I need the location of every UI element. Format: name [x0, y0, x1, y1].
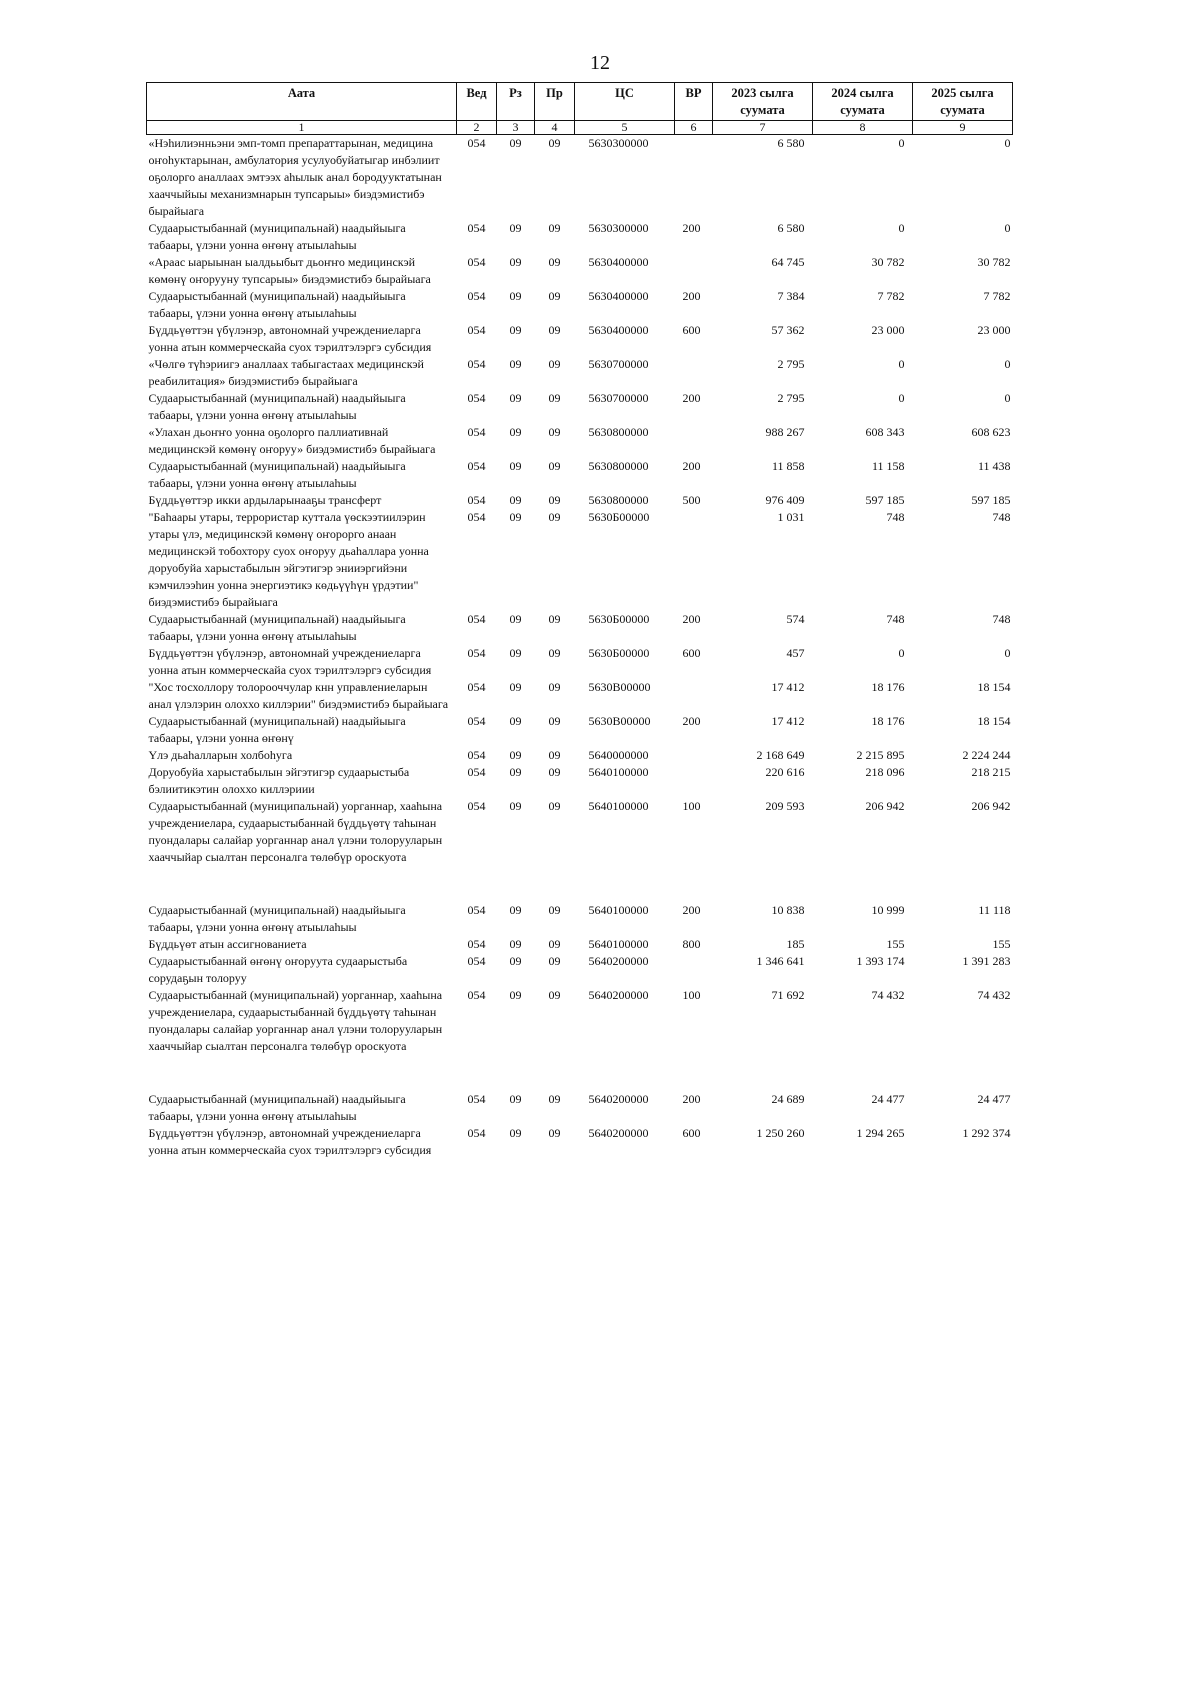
row-pr: 09: [548, 954, 561, 968]
row-amount-2024: 748: [886, 612, 905, 626]
row-vr: 600: [682, 1126, 701, 1140]
row-cs: 5640000000: [588, 748, 649, 762]
row-name: Бүддьүөттэн үбүлэнэр, автономнай учреждениеларга уонна атын коммерческайа суох тэрилтэлэргэ субсидия: [148, 1126, 432, 1157]
row-vr: 100: [682, 799, 701, 813]
row-name: Судаарыстыбаннай (муниципальнай) наадыйыыга табаары, үлэни уонна өҥөнү атыылаһыы: [148, 289, 406, 320]
row-amount-2025: 748: [992, 612, 1011, 626]
table-row: [147, 390, 1013, 424]
row-rz: 09: [509, 937, 522, 951]
row-cs: 5640100000: [588, 937, 649, 951]
row-rz: 09: [509, 357, 522, 371]
row-cs: 5630300000: [588, 136, 649, 150]
row-amount-2023: 574: [786, 612, 805, 626]
row-vr: [675, 747, 713, 764]
row-pr: 09: [548, 612, 561, 626]
row-amount-2023: 1 346 641: [756, 954, 805, 968]
row-amount-2025: 0: [1004, 391, 1011, 405]
row-rz: 09: [509, 799, 522, 813]
row-cs: 5640200000: [588, 988, 649, 1002]
header-row: [147, 83, 1013, 121]
row-rz: 09: [509, 493, 522, 507]
row-ved: 054: [467, 493, 486, 507]
row-pr: 09: [548, 493, 561, 507]
row-pr: 09: [548, 255, 561, 269]
table-row: [147, 1125, 1013, 1159]
row-rz: 09: [509, 680, 522, 694]
row-pr: 09: [548, 136, 561, 150]
row-rz: 09: [509, 1126, 522, 1140]
row-amount-2024: 24 477: [871, 1092, 905, 1106]
row-rz: 09: [509, 510, 522, 524]
row-pr: 09: [548, 988, 561, 1002]
row-amount-2023: 6 580: [777, 136, 805, 150]
header-2023: 2023 сылга суумата: [713, 83, 813, 121]
row-ved: 054: [467, 510, 486, 524]
row-vr: [675, 424, 713, 458]
row-name: Үлэ дьаһалларын холбоһуга: [148, 748, 293, 762]
row-amount-2023: 457: [786, 646, 805, 660]
budget-table: [146, 82, 1013, 1159]
col-number: 3: [497, 121, 535, 135]
row-ved: 054: [467, 988, 486, 1002]
row-name: Судаарыстыбаннай (муниципальнай) уорганнар, хааһына учреждениелара, судаарыстыбаннай бүддьүөтү таһынан пуондалары салайар уорганнар анал үлэни толорууларын хааччыйар сыалтан персоналга төлөбүр ороскуота: [148, 988, 443, 1053]
row-amount-2023: 64 745: [771, 255, 805, 269]
row-vr: 200: [682, 612, 701, 626]
row-cs: 5630Б00000: [588, 510, 650, 524]
row-pr: 09: [548, 357, 561, 371]
col-number: 9: [913, 121, 1013, 135]
row-pr: 09: [548, 323, 561, 337]
row-amount-2024: 7 782: [877, 289, 905, 303]
row-amount-2025: 748: [992, 510, 1011, 524]
row-amount-2025: 18 154: [977, 714, 1011, 728]
row-name: Судаарыстыбаннай (муниципальнай) наадыйыыга табаары, үлэни уонна өҥөнү атыылаһыы: [148, 903, 406, 934]
row-ved: 054: [467, 680, 486, 694]
row-amount-2023: 17 412: [771, 680, 805, 694]
row-vr: [675, 764, 713, 798]
row-amount-2024: 74 432: [871, 988, 905, 1002]
row-pr: 09: [548, 765, 561, 779]
row-vr: [675, 254, 713, 288]
row-amount-2024: 18 176: [871, 714, 905, 728]
row-ved: 054: [467, 903, 486, 917]
row-vr: 500: [682, 493, 701, 507]
row-cs: 5640200000: [588, 1092, 649, 1106]
col-number: 6: [675, 121, 713, 135]
row-amount-2023: 2 168 649: [756, 748, 805, 762]
header-cs: ЦС: [575, 83, 675, 121]
table-row: [147, 135, 1013, 221]
row-vr: [675, 135, 713, 221]
row-amount-2025: 1 292 374: [962, 1126, 1011, 1140]
row-pr: 09: [548, 459, 561, 473]
row-ved: 054: [467, 391, 486, 405]
row-rz: 09: [509, 425, 522, 439]
header-name: Аата: [147, 83, 457, 121]
row-amount-2024: 597 185: [865, 493, 905, 507]
row-name: Бүддьүөттэн үбүлэнэр, автономнай учреждениеларга уонна атын коммерческайа суох тэрилтэлэргэ субсидия: [148, 646, 432, 677]
row-name: «Улахан дьоҥҥо уонна оҕолорго паллиативнай медицинскэй көмөнү оҥоруу» биэдэмистибэ бырайыага: [148, 425, 436, 456]
table-row: [147, 424, 1013, 458]
row-name: Доруобуйа харыстабылын эйгэтигэр судаарыстыба бэлиитикэтин олоххо киллэриии: [148, 765, 410, 796]
row-ved: 054: [467, 357, 486, 371]
row-name: «Араас ыарыынан ыалдьыбыт дьоҥҥо медицинскэй көмөнү оҥорууну тупсарыы» биэдэмистибэ бырайыага: [148, 255, 431, 286]
col-number: 4: [535, 121, 575, 135]
row-amount-2024: 0: [898, 357, 905, 371]
row-name: Судаарыстыбаннай (муниципальнай) уорганнар, хааһына учреждениелара, судаарыстыбаннай бүддьүөтү таһынан пуондалары салайар уорганнар анал үлэни толорууларын хааччыйар сыалтан персоналга төлөбүр ороскуота: [148, 799, 443, 864]
row-name: Бүддьүөттэн үбүлэнэр, автономнай учреждениеларга уонна атын коммерческайа суох тэрилтэлэргэ субсидия: [148, 323, 432, 354]
row-ved: 054: [467, 221, 486, 235]
row-ved: 054: [467, 136, 486, 150]
table-row: [147, 902, 1013, 936]
row-name: Судаарыстыбаннай (муниципальнай) наадыйыыга табаары, үлэни уонна өҥөнү атыылаһыы: [148, 221, 406, 252]
row-ved: 054: [467, 714, 486, 728]
row-amount-2024: 608 343: [865, 425, 905, 439]
row-amount-2023: 220 616: [765, 765, 805, 779]
table-row: [147, 953, 1013, 987]
row-name: «Чөлгө түһэриигэ аналлаах табыгастаах медицинскэй реабилитация» биэдэмистибэ бырайыага: [148, 357, 424, 388]
row-amount-2023: 11 858: [771, 459, 805, 473]
row-rz: 09: [509, 136, 522, 150]
row-amount-2023: 2 795: [777, 357, 805, 371]
row-ved: 054: [467, 323, 486, 337]
col-number: 7: [713, 121, 813, 135]
row-amount-2023: 1 031: [777, 510, 805, 524]
row-rz: 09: [509, 765, 522, 779]
row-amount-2024: 155: [886, 937, 905, 951]
row-pr: 09: [548, 391, 561, 405]
table-row: [147, 254, 1013, 288]
row-amount-2024: 218 096: [865, 765, 905, 779]
row-rz: 09: [509, 1092, 522, 1106]
header-rz: Рз: [497, 83, 535, 121]
row-pr: 09: [548, 680, 561, 694]
table-row: [147, 987, 1013, 1091]
row-pr: 09: [548, 425, 561, 439]
table-row: [147, 798, 1013, 902]
row-name: Судаарыстыбаннай (муниципальнай) наадыйыыга табаары, үлэни уонна өҥөнү атыылаһыы: [148, 391, 406, 422]
row-cs: 5630В00000: [588, 714, 651, 728]
col-number: 2: [457, 121, 497, 135]
row-amount-2023: 57 362: [771, 323, 805, 337]
row-amount-2025: 18 154: [977, 680, 1011, 694]
row-amount-2025: 11 118: [978, 903, 1011, 917]
row-pr: 09: [548, 714, 561, 728]
row-vr: 200: [682, 289, 701, 303]
table-row: [147, 764, 1013, 798]
header-pr: Пр: [535, 83, 575, 121]
row-vr: [675, 356, 713, 390]
row-amount-2025: 11 438: [977, 459, 1011, 473]
row-amount-2025: 597 185: [971, 493, 1011, 507]
row-amount-2025: 155: [992, 937, 1011, 951]
row-amount-2025: 206 942: [971, 799, 1011, 813]
row-vr: 100: [682, 988, 701, 1002]
row-amount-2025: 2 224 244: [962, 748, 1011, 762]
row-name: "Хос тосхоллору толорооччулар кнн управлениеларын анал үлэлэрин олоххо киллэрии" биэдэмистибэ бырайыага: [148, 680, 449, 711]
table-row: [147, 1091, 1013, 1125]
row-amount-2024: 2 215 895: [856, 748, 905, 762]
row-vr: 200: [682, 391, 701, 405]
row-vr: [675, 953, 713, 987]
row-cs: 5640200000: [588, 1126, 649, 1140]
row-rz: 09: [509, 646, 522, 660]
table-body: [147, 135, 1013, 1160]
table-row: [147, 458, 1013, 492]
row-amount-2025: 0: [1004, 646, 1011, 660]
row-amount-2025: 0: [1004, 136, 1011, 150]
row-ved: 054: [467, 954, 486, 968]
row-amount-2024: 1 294 265: [856, 1126, 905, 1140]
row-amount-2024: 0: [898, 136, 905, 150]
row-cs: 5630700000: [588, 391, 649, 405]
row-cs: 5630400000: [588, 255, 649, 269]
row-name: Судаарыстыбаннай (муниципальнай) наадыйыыга табаары, үлэни уонна өҥөнү атыылаһыы: [148, 612, 406, 643]
row-rz: 09: [509, 459, 522, 473]
row-ved: 054: [467, 459, 486, 473]
row-amount-2024: 0: [898, 221, 905, 235]
row-vr: [675, 509, 713, 611]
row-cs: 5640100000: [588, 799, 649, 813]
row-name: «Нэһилиэнньэни эмп-томп препараттарынан, медицина оҥоһуктарынан, амбулатория усулуобуйатыгар инбэлиит оҕолорго аналлаах эмтээх аһылык анал бородууктатынан хааччыйыы механизмнарын тупсарыы» биэдэмистибэ бырайыага: [148, 136, 442, 218]
row-cs: 5630Б00000: [588, 612, 650, 626]
row-name: Судаарыстыбаннай өҥөнү оҥоруута судаарыстыба сорудаҕын толоруу: [148, 954, 408, 985]
row-amount-2023: 24 689: [771, 1092, 805, 1106]
row-vr: 200: [682, 714, 701, 728]
col-number: 5: [575, 121, 675, 135]
row-ved: 054: [467, 1092, 486, 1106]
table-row: [147, 356, 1013, 390]
row-pr: 09: [548, 646, 561, 660]
row-amount-2024: 748: [886, 510, 905, 524]
row-cs: 5630300000: [588, 221, 649, 235]
header-2024: 2024 сылга суумата: [813, 83, 913, 121]
row-amount-2025: 0: [1004, 221, 1011, 235]
row-ved: 054: [467, 748, 486, 762]
row-amount-2023: 1 250 260: [756, 1126, 805, 1140]
row-vr: 200: [682, 221, 701, 235]
row-amount-2024: 23 000: [871, 323, 905, 337]
row-name: Судаарыстыбаннай (муниципальнай) наадыйыыга табаары, үлэни уонна өҥөнү атыылаһыы: [148, 1092, 406, 1123]
row-ved: 054: [467, 765, 486, 779]
row-ved: 054: [467, 289, 486, 303]
row-cs: 5630800000: [588, 459, 649, 473]
row-ved: 054: [467, 1126, 486, 1140]
row-rz: 09: [509, 612, 522, 626]
row-amount-2025: 30 782: [977, 255, 1011, 269]
row-amount-2025: 608 623: [971, 425, 1011, 439]
row-ved: 054: [467, 425, 486, 439]
row-amount-2023: 185: [786, 937, 805, 951]
row-name: Бүддьүөт атын ассигнованиета: [148, 937, 307, 951]
row-amount-2024: 1 393 174: [856, 954, 905, 968]
row-rz: 09: [509, 255, 522, 269]
header-ved: Вед: [457, 83, 497, 121]
table-row: [147, 936, 1013, 953]
row-rz: 09: [509, 714, 522, 728]
row-cs: 5630400000: [588, 323, 649, 337]
row-amount-2025: 0: [1004, 357, 1011, 371]
row-amount-2023: 976 409: [765, 493, 805, 507]
table-header: [147, 83, 1013, 135]
row-pr: 09: [548, 1126, 561, 1140]
row-vr: [675, 679, 713, 713]
row-ved: 054: [467, 937, 486, 951]
row-vr: 600: [682, 323, 701, 337]
row-vr: 200: [682, 1092, 701, 1106]
row-cs: 5630В00000: [588, 680, 651, 694]
row-vr: 200: [682, 459, 701, 473]
table-row: [147, 220, 1013, 254]
row-vr: 600: [682, 646, 701, 660]
row-pr: 09: [548, 289, 561, 303]
row-pr: 09: [548, 937, 561, 951]
row-amount-2025: 218 215: [971, 765, 1011, 779]
row-amount-2023: 209 593: [765, 799, 805, 813]
table-row: [147, 611, 1013, 645]
header-number-row: [147, 121, 1013, 135]
table-row: [147, 713, 1013, 747]
table-row: [147, 679, 1013, 713]
page-number: 12: [590, 52, 610, 74]
table-row: [147, 322, 1013, 356]
row-cs: 5640100000: [588, 765, 649, 779]
row-pr: 09: [548, 799, 561, 813]
row-amount-2025: 24 477: [977, 1092, 1011, 1106]
row-cs: 5630800000: [588, 493, 649, 507]
row-amount-2025: 23 000: [977, 323, 1011, 337]
header-vr: ВР: [675, 83, 713, 121]
row-pr: 09: [548, 221, 561, 235]
row-rz: 09: [509, 289, 522, 303]
row-rz: 09: [509, 903, 522, 917]
row-amount-2024: 0: [898, 646, 905, 660]
row-pr: 09: [548, 510, 561, 524]
row-amount-2023: 10 838: [771, 903, 805, 917]
row-amount-2024: 18 176: [871, 680, 905, 694]
table-row: [147, 509, 1013, 611]
row-cs: 5630400000: [588, 289, 649, 303]
col-number: 8: [813, 121, 913, 135]
row-ved: 054: [467, 799, 486, 813]
row-amount-2024: 206 942: [865, 799, 905, 813]
row-cs: 5630Б00000: [588, 646, 650, 660]
row-ved: 054: [467, 255, 486, 269]
table-row: [147, 747, 1013, 764]
row-name: Бүддьүөттэр икки ардыларынааҕы трансферт: [148, 493, 382, 507]
row-ved: 054: [467, 646, 486, 660]
row-name: Судаарыстыбаннай (муниципальнай) наадыйыыга табаары, үлэни уонна өҥөнү атыылаһыы: [148, 459, 406, 490]
table-row: [147, 645, 1013, 679]
row-pr: 09: [548, 903, 561, 917]
row-cs: 5630800000: [588, 425, 649, 439]
row-ved: 054: [467, 612, 486, 626]
row-amount-2023: 17 412: [771, 714, 805, 728]
row-vr: 200: [682, 903, 701, 917]
row-amount-2023: 2 795: [777, 391, 805, 405]
row-cs: 5630700000: [588, 357, 649, 371]
row-amount-2024: 11 158: [871, 459, 905, 473]
row-amount-2024: 30 782: [871, 255, 905, 269]
table-row: [147, 288, 1013, 322]
row-pr: 09: [548, 1092, 561, 1106]
row-name: Судаарыстыбаннай (муниципальнай) наадыйыыга табаары, үлэни уонна өҥөнү: [148, 714, 406, 745]
header-2025: 2025 сылга суумата: [913, 83, 1013, 121]
row-amount-2023: 988 267: [765, 425, 805, 439]
row-rz: 09: [509, 391, 522, 405]
row-cs: 5640200000: [588, 954, 649, 968]
row-name: "Баһаары утары, террористар куттала үөскээтиилэрин утары үлэ, медицинскэй көмөнү оҥорорго анаан медицинскэй тобохтору суох оҥоруу дьаһаллара уонна доруобуйа харыстабылын эйгэтигэр энииэргийэни кэмчилээһин уонна энергиэтикэ көдьүүһүн үрдэтии" биэдэмистибэ бырайыага: [148, 510, 429, 609]
row-amount-2025: 7 782: [983, 289, 1011, 303]
row-amount-2024: 10 999: [871, 903, 905, 917]
row-rz: 09: [509, 748, 522, 762]
row-amount-2025: 74 432: [977, 988, 1011, 1002]
row-amount-2023: 71 692: [771, 988, 805, 1002]
col-number: 1: [147, 121, 457, 135]
row-rz: 09: [509, 323, 522, 337]
row-rz: 09: [509, 221, 522, 235]
row-amount-2023: 6 580: [777, 221, 805, 235]
row-pr: 09: [548, 748, 561, 762]
row-rz: 09: [509, 988, 522, 1002]
row-amount-2024: 0: [898, 391, 905, 405]
row-rz: 09: [509, 954, 522, 968]
row-cs: 5640100000: [588, 903, 649, 917]
table-row: [147, 492, 1013, 509]
row-amount-2023: 7 384: [777, 289, 805, 303]
row-vr: 800: [682, 937, 701, 951]
row-amount-2025: 1 391 283: [962, 954, 1011, 968]
